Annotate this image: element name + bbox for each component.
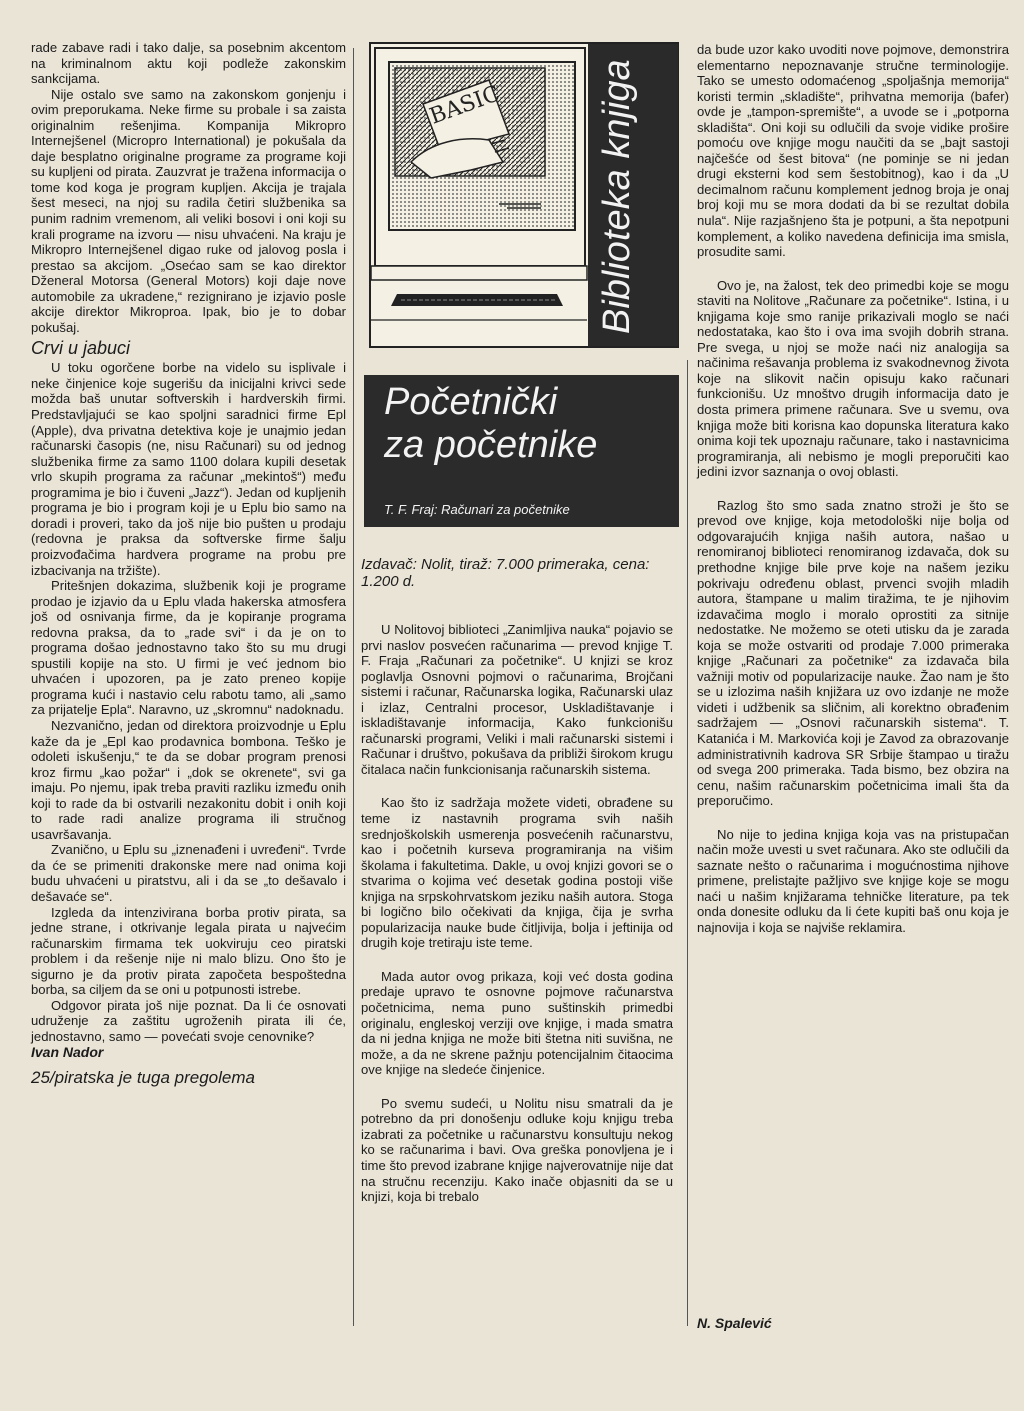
- paragraph: Nezvanično, jedan od direktora proizvodnje u Eplu kaže da je „Epl kao prodavnica bombona. Teško je odoleti iskušenju,“ te da se dobar program prenosi kroz firmu „kao požar“ i „dok se okrenete“, svi ga imaju. Po njemu, ipak treba praviti razliku između onih koji to rade da bi ostvarili nezakonitu dobit i onih koji to rade radi analize programa ili stručnog usavršavanja.: [31, 717, 346, 842]
- paragraph: U Nolitovoj biblioteci „Zanimljiva nauka“ pojavio se prvi naslov posvećen računarima — prevod knjige T. F. Fraja „Računari za početnike“. U knjizi se kroz poglavlja Osnovni pojmovi o računarima, Brojčani sistemi i računar, Računarska logika, Računarski ulaz i izlaz, Centralni procesor, Uskladištavanje i iskladištavanje informacija, Kako funkcionišu računarski programi, Veliki i mali računarski sistemi i Računar i društvo, pokušava da približi širokom krugu čitalaca način funkcionisanja računarskih sistema.: [361, 622, 673, 777]
- screen-text: BASIC: [426, 81, 504, 130]
- article-column-3: [697, 42, 1009, 936]
- paragraph: Zvanično, u Eplu su „iznenađeni i uvređeni“. Tvrde da će se primeniti drakonske mere nad onima koji budu uhvaćeni u piratstvu, ali i da se „to dešavalo i dešavaće se“.: [31, 842, 346, 904]
- paragraph: rade zabave radi i tako dalje, sa posebnim akcentom na kriminalnom aktu koji podleže zakonskim sankcijama.: [31, 40, 346, 87]
- column-divider: [687, 360, 688, 1326]
- author-signature: N. Spalević: [697, 1315, 772, 1331]
- paragraph: Mada autor ovog prikaza, koji već dosta godina predaje upravo te osnovne pojmove računarstva početnicima, nema puno suštinskih primedbi originalu, engleskoj verziji ove knjige, i mada smatra da ni jedna knjiga ne može biti štetna niti suvišna, ne može, a da ne skrene pažnju potencijalnim čitaocima ove knjige na sledeće činjenice.: [361, 968, 673, 1078]
- author-name: Ivan Nador: [31, 1044, 104, 1061]
- paragraph: Nije ostalo sve samo na zakonskom gonjenju i ovim preporukama. Neke firme su probale i sa zaista originalnim rešenjima. Kompanija Mikropro Internejšenel (Micropro International) je pokušala da daje besplatno originalne programe za programe koji su kupljeni od pirata. Zauzvrat je tražena informacija o tome kod koga je program kupljen. Akcija je trajala šest meseci, na njoj su radila četiri službenika sa punim radnim vremenom, ali veliki bosovi i oni koji su krali programe na izvoru — nisu uhvaćeni. Na kraju je Mikropro Internejšenel digao ruke od jalovog posla i prestao sa akcijom. „Osećao sam se kao direktor Dženeral Motorsa (General Motors) koji daje nove automobile za ukradene,“ rezignirano je izjavio posle akcije direktor Mikroproa. Ipak, bio je to dobar pokušaj.: [31, 86, 346, 335]
- paragraph: No nije to jedina knjiga koja vas na pristupačan način može uvesti u svet računara. Ako ste odlučili da saznate nešto o računarima i mogućnostima njihove primene, prelistajte pažljivo sve knjige koje se mogu naći u našim knjižarama tehničke literature, pa tek onda donesite odluku da li ćete kupiti baš onu koja je najnovija i koja se najviše reklamira.: [697, 826, 1009, 935]
- paragraph: Po svemu sudeći, u Nolitu nisu smatrali da je potrebno da pri donošenju odluke koju knjigu treba izabrati za početnike u računarstvu konsultuju nekog ko se računarima i bavi. Ova greška ponovljena je i time što prevod izabrane knjige najverovatnije nije dat na stručnu recenziju. Kako inače objasniti da se u knjizi, koja bi trebalo: [361, 1095, 673, 1205]
- column-divider: [353, 48, 354, 1326]
- paragraph: Pritešnjen dokazima, službenik koji je programe prodao je izjavio da u Eplu vlada hakerska atmosfera još od osnivanja firme, da je kopiranje programa redovna praksa, da to „rade svi“ i da je on to programa došao jednostavno tako što su mu drugi spustili kopije na sto. U firmi je već jednom bio uhvaćen i upozoren, pa je zato preneo kopije programa kući i nastavio celu rabotu tamo, ali „samo za prijatelje Epla“. Naravno, uz „skromnu“ nadoknadu.: [31, 578, 346, 718]
- article-column-1: [31, 40, 346, 1088]
- publication-info: Izdavač: Nolit, tiraž: 7.000 primeraka, cena: 1.200 d.: [361, 556, 650, 590]
- article-column-2: [361, 622, 673, 1205]
- title-line: Početnički: [384, 381, 558, 423]
- computer-illustration: [369, 42, 679, 348]
- title-line: za početnike: [384, 424, 598, 466]
- review-title-box: [364, 375, 679, 527]
- paragraph: Kao što iz sadržaja možete videti, obrađene su teme iz nastavnih programa svih naših srednjoškolskih usmerenja posvećenih računarstvu, kao i početnih kurseva programiranja na višim školama i fakultetima. Dakle, u ovoj knjizi govori se o stvarima o kojima već desetak godina postoji više knjiga na srpskohrvatskom jeziku naših autora. Stoga bi logično bilo očekivati da knjiga, čija je svrha popularizacija nauke bude čitljivija, bolja i jeftinija od drugih koje tretiraju iste teme.: [361, 795, 673, 951]
- book-reference: T. F. Fraj: Računari za početnike: [384, 502, 570, 517]
- subheading: Crvi u jabuci: [31, 338, 131, 359]
- paragraph: Odgovor pirata još nije poznat. Da li će osnovati udruženje za zaštitu ugroženih pirata ili će, jednostavno, samo — povećati svoje cenovnike?: [31, 997, 346, 1044]
- section-title: Biblioteka knjiga: [596, 59, 638, 334]
- paragraph: Ovo je, na žalost, tek deo primedbi koje se mogu staviti na Nolitove „Računare za početnike“. Istina, i u knjigama koje smo ranije prikazivali moglo se naći nedostataka, kao što i ova ima svojih dobrih strana. Pre svega, u njoj se može naći niz analogija sa načinima rešavanja problema iz svakodnevnog života koje na slikovit način opisuju kako računari funkcionišu. Uz mnoštvo drugih informacija dato je dosta primera primene računara. Sve u svemu, ova knjiga može biti korisna kao dopunska literatura kako onima koji tek upoznaju računare, tako i nastavnicima programiranja, ali nebismo je mogli preporučiti kao jedini izvor saznanja o ovoj oblasti.: [697, 277, 1009, 480]
- paragraph: U toku ogorčene borbe na videlo su isplivale i neke činjenice koje sugerišu da inicijalni krivci sede možda baš unutar softverskih i hardverskih firmi. Predstavljajući se kao spoljni saradnici firme Epl (Apple), dva privatna detektiva koje je unajmio jedan računarski časopis (ne, nisu Računari) su od jednog službenika firme za samo 1100 dolara kupili desetak vrlo skupih programa za računar „mekintoš“) među programima je bio i čuveni „Jazz“). Jedan od kupljenih programa je bio i program koji je u Eplu bio samo na doradi i proveri, tako da još nije bio pušten u prodaju (redovna je praksa da softverske firme šalju proizvođačima hardvera programe na probu pre izbacivanja na tržište).: [31, 360, 346, 578]
- paragraph: Izgleda da intenzivirana borba protiv pirata, sa jedne strane, i otkrivanje legala pirata u najvećim računarskim firmama tek uokviruju ceo piratski problem i da rešenje nije ni malo blizu. Ono što je sigurno je da protiv pirata započeta bespoštedna borba, sa ciljem da se oni u potpunosti istrebe.: [31, 904, 346, 998]
- paragraph: da bude uzor kako uvoditi nove pojmove, demonstrira elementarno nepoznavanje stručne terminologije. Tako se umesto odomaćenog „spoljašnja memorija“ koristi termin „skladište“, prihvatna memorija (bafer) ovde je „tampon-spremište“, a uvode se i „potporna skladišta“. Oni koji su odlučili da svoje vidike prošire pomoću ove knjige mogu naučiti da se „bajt sastoji najčešće od šest bitova“ (ne pominje se ni jedan drugi eksterni kod sem šestobitnog), kao i da „U decimalnom računu komplement jednog broja je onaj broj koji mu se mora dodati da bi se rezultat dobila nula“. Nije razjašnjeno šta je potpuni, a šta nepotpuni komplement, a koliko navedena definicija ima smisla, prosudite sami.: [697, 42, 1009, 260]
- review-title: [384, 381, 597, 467]
- footnote: 25/piratska je tuga pregolema: [31, 1068, 255, 1087]
- paragraph: Razlog što smo sada znatno stroži je što se prevod ove knjige, koja metodološki nije bolja od odgovarajućih knjiga naših autora, našao u renomiranoj biblioteci renomiranog izdavača, dok su prethodne knjige bile prve koje na našem jeziku pokrivaju određenu oblast, prvenci svojih mladih autora, štampane u malim tiražima, te je njihovim izdavačima moglo i moralo oprostiti za sitnije nedostatke. Ne možemo se oteti utisku da je zarada koja se može ostvariti od prodaje 7.000 primeraka knjige „Računari za početnike“ za izdavača bila važniji motiv od popularizacije nauke. Žao nam je što se u izlozima naših knjižara uz ovo izdanje ne može videti i udžbenik sa sličnim, ali korektno obrađenim sadržajem — „Osnovi računarskih sistema“. T. Katanića i M. Markovića koji je Zavod za obrazovanje administrativnih kadrova SR Srbije štampao u tiražu od svega 200 primeraka. Tada bismo, bez obzira na cenu, našim računarskim početnicima imali šta da preporučimo.: [697, 497, 1009, 809]
